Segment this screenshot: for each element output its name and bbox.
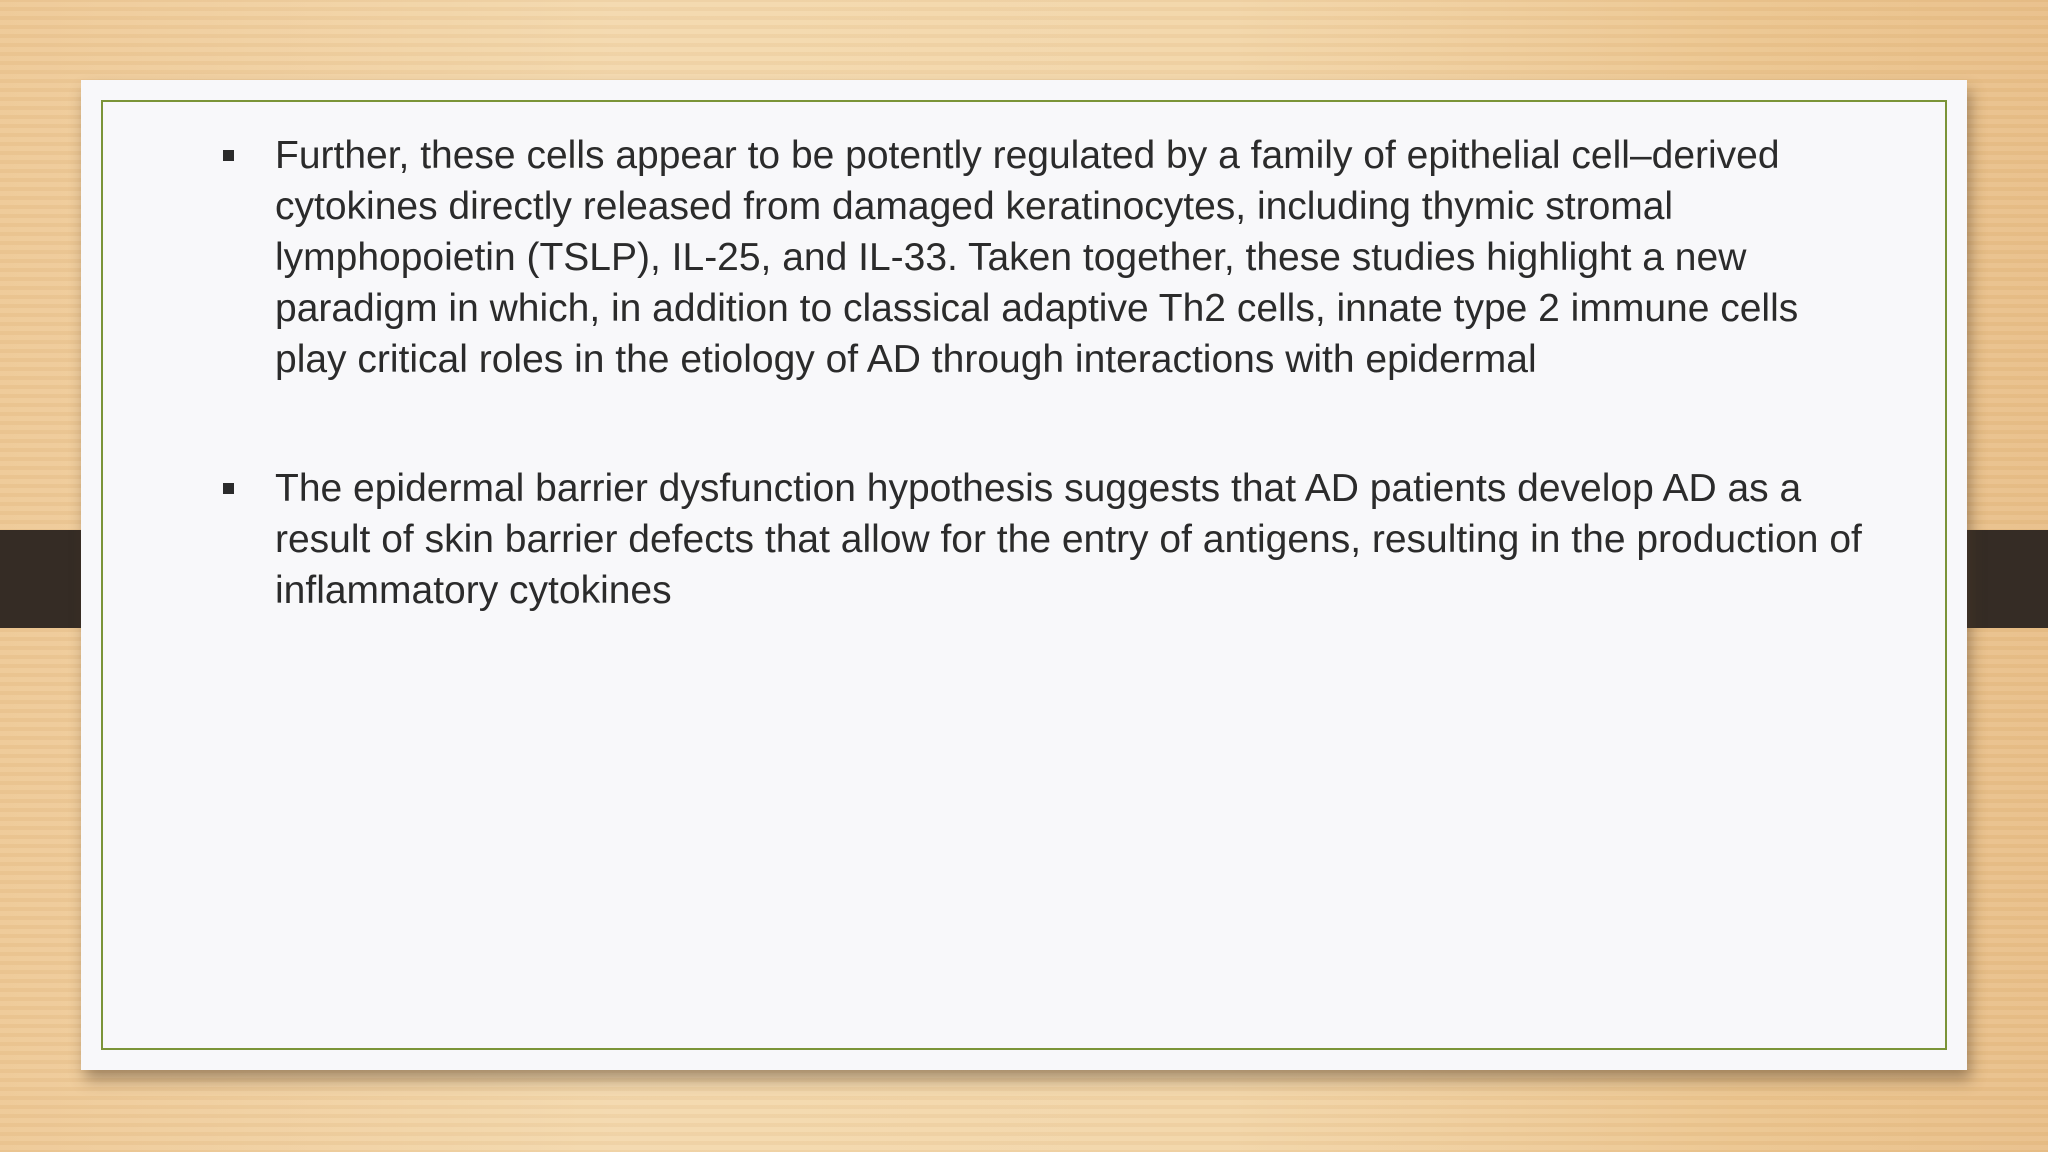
bullet-text: Further, these cells appear to be potently regulated by a family of epithelial cell–derived cytokines directly released from damaged keratinocytes, including thymic stromal lymphopoietin (TSLP), IL-25, and IL-33. Taken together, these studies highlight a new paradigm in which, in addition to classical adaptive Th2 cells, innate type 2 immune cells play critical roles in the etiology of AD through interactions with epidermal: [275, 134, 1799, 381]
square-bullet-icon: [223, 483, 234, 494]
bullet-item: [219, 130, 1869, 385]
bullet-text: The epidermal barrier dysfunction hypothesis suggests that AD patients develop AD as a result of skin barrier defects that allow for the entry of antigens, resulting in the production of inflammatory cytokines: [275, 467, 1862, 612]
square-bullet-icon: [223, 150, 234, 161]
bullet-item: [219, 463, 1869, 616]
slide-card: [81, 80, 1967, 1070]
bullet-list: [219, 130, 1869, 694]
